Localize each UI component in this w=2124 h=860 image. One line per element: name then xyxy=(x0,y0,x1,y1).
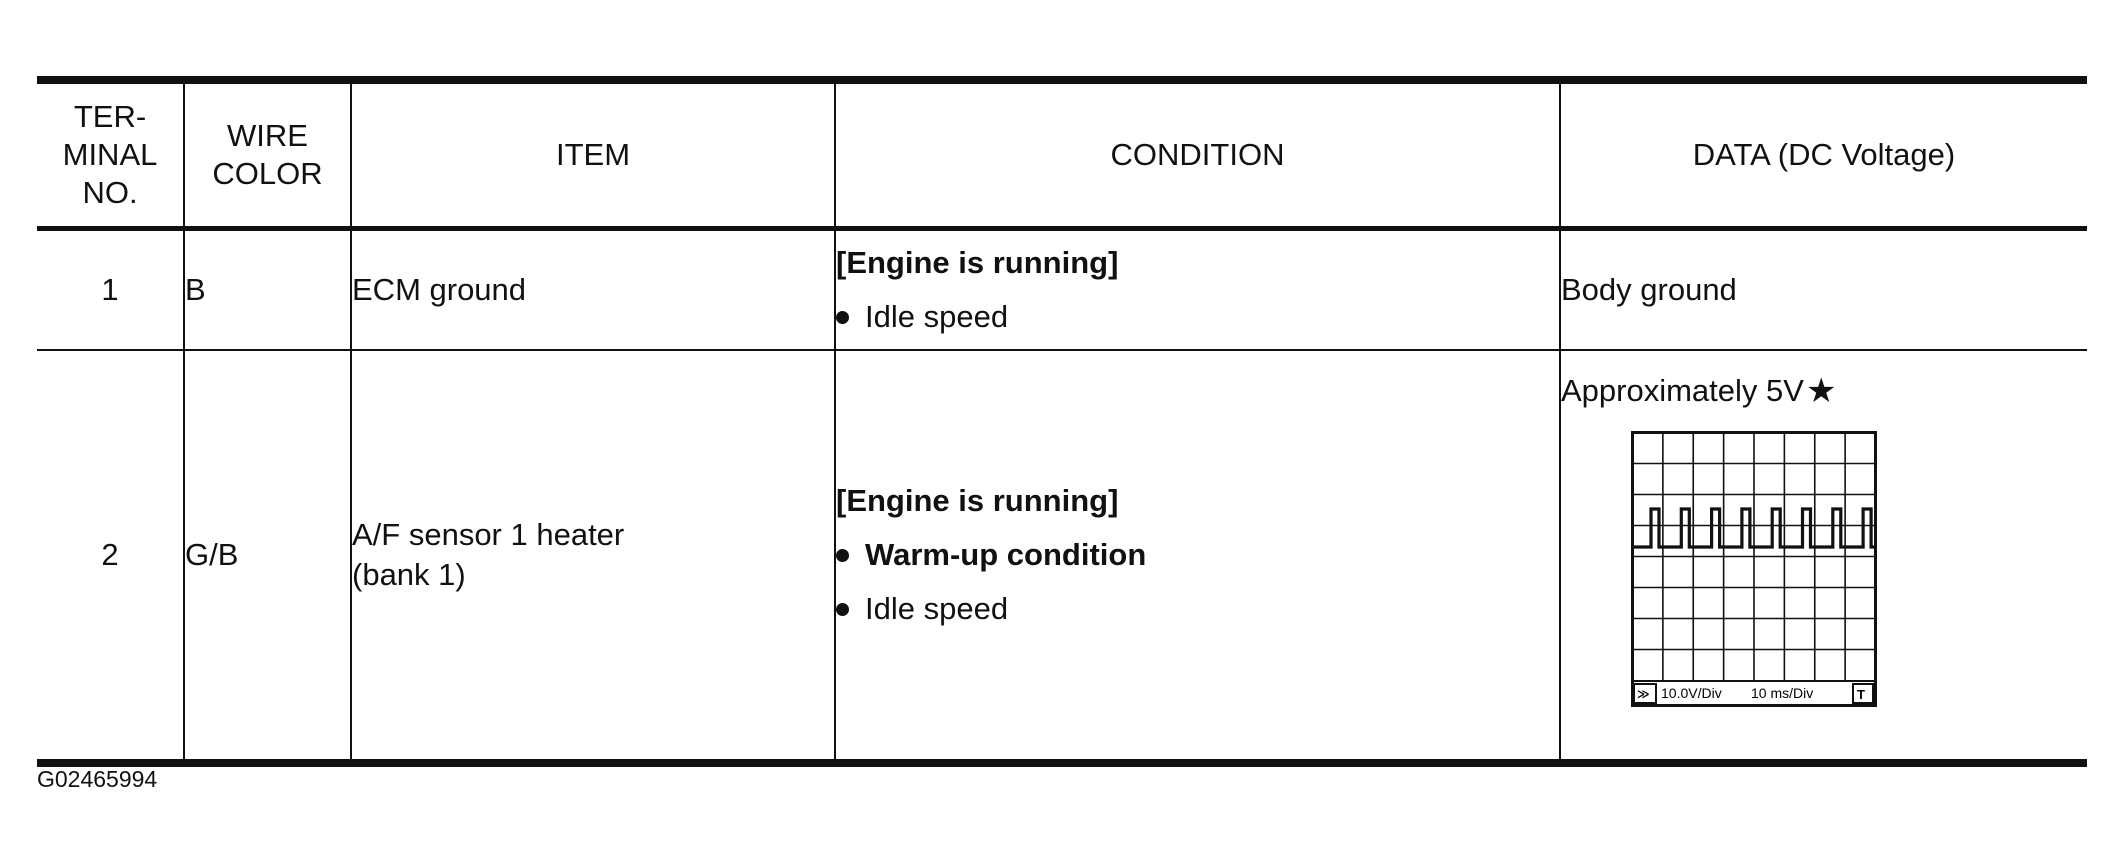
data-cell xyxy=(1560,350,2087,763)
oscilloscope-waveform xyxy=(1631,431,1877,707)
condition-cell xyxy=(835,350,1560,763)
table-row xyxy=(37,350,2087,763)
condition-item xyxy=(836,297,1559,337)
item-cell xyxy=(351,229,835,351)
condition-text: Warm-up condition xyxy=(865,537,1147,572)
condition-item xyxy=(836,535,1559,575)
figure-code: G02465994 xyxy=(37,766,158,792)
header-wire-color xyxy=(184,80,351,229)
wire-color-cell: G/B xyxy=(184,350,351,763)
item-cell xyxy=(351,350,835,763)
bullet-icon xyxy=(836,311,849,324)
header-wire-line-1: WIRE xyxy=(227,118,308,153)
bullet-icon xyxy=(836,603,849,616)
approx-voltage xyxy=(1561,371,2087,411)
header-terminal-line-3: NO. xyxy=(82,175,138,210)
table-row xyxy=(37,229,2087,351)
header-data: DATA (DC Voltage) xyxy=(1560,80,2087,229)
oscilloscope xyxy=(1631,431,2087,717)
condition-text: Idle speed xyxy=(865,591,1009,626)
volt-div-label: 10.0V/Div xyxy=(1661,685,1722,701)
wire-color-cell: B xyxy=(184,229,351,351)
header-condition: CONDITION xyxy=(835,80,1560,229)
header-terminal-line-2: MINAL xyxy=(62,137,158,172)
header-item: ITEM xyxy=(351,80,835,229)
condition-text: Idle speed xyxy=(865,299,1009,334)
trigger-label: T xyxy=(1857,687,1865,702)
header-terminal-line-1: TER- xyxy=(73,99,147,134)
condition-item xyxy=(836,589,1559,629)
terminal-no-cell: 1 xyxy=(37,229,184,351)
data-cell: Body ground xyxy=(1560,229,2087,351)
bullet-icon xyxy=(836,549,849,562)
header-terminal-no xyxy=(37,80,184,229)
channel-marker-glyph: ≫ xyxy=(1637,687,1650,701)
star-icon: ★ xyxy=(1805,372,1837,410)
header-row xyxy=(37,80,2087,229)
condition-cell xyxy=(835,229,1560,351)
condition-heading: [Engine is running] xyxy=(836,245,1119,280)
condition-heading: [Engine is running] xyxy=(836,483,1119,518)
item-line: (bank 1) xyxy=(352,557,466,592)
item-line: A/F sensor 1 heater xyxy=(352,517,625,552)
voltage-text: Approximately 5V xyxy=(1561,373,1804,408)
terminal-no-cell: 2 xyxy=(37,350,184,763)
ecm-terminal-table xyxy=(37,76,2087,767)
time-div-label: 10 ms/Div xyxy=(1751,685,1814,701)
item-line: ECM ground xyxy=(352,272,527,307)
header-wire-line-2: COLOR xyxy=(212,156,323,191)
